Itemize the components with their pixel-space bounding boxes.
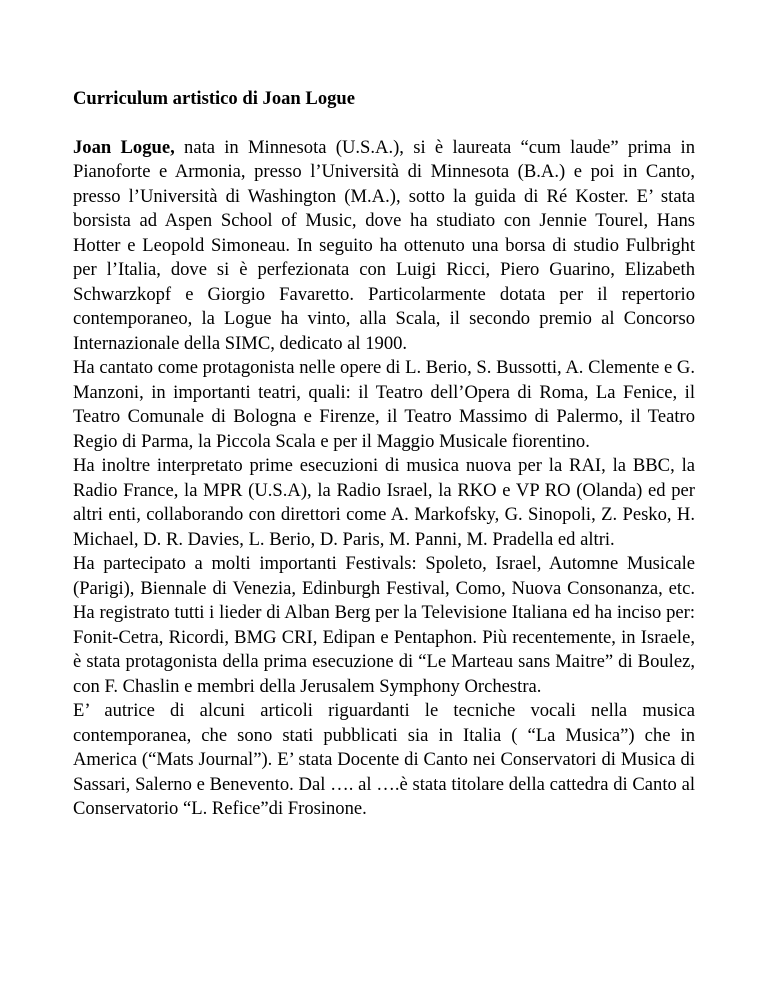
paragraph-festivals: Ha partecipato a molti importanti Festivals: Spoleto, Israel, Automne Musicale (Parigi), Biennale di Venezia, Edinburgh Festival, Como, Nuova Consonanza, etc. Ha registrato tutti i lieder di Alban Berg per la Televisione Italiana ed ha inciso per: Fonit-Cetra, Ricordi, BMG CRI, Edipan e Pentaphon. Più recentemente, in Israele, è stata protagonista della prima esecuzione di “Le Marteau sans Maitre” di Boulez, con F. Chaslin e membri della Jerusalem Symphony Orchestra. (73, 553, 695, 697)
paragraph-biography-intro (73, 136, 695, 357)
paragraph-teaching: E’ autrice di alcuni articoli riguardanti le tecniche vocali nella musica contemporanea, che sono stati pubblicati sia in Italia ( “La Musica”) che in America (“Mats Journal”). E’ stata Docente di Canto nei Conservatori di Musica di Sassari, Salerno e Benevento. Dal …. al ….è stata titolare della cattedra di Canto al Conservatorio “L. Refice”di Frosinone. (73, 700, 695, 819)
paragraph-premieres: Ha inoltre interpretato prime esecuzioni di musica nuova per la RAI, la BBC, la Radio France, la MPR (U.S.A), la Radio Israel, la RKO e VP RO (Olanda) ed per altri enti, collaborando con direttori come A. Markofsky, G. Sinopoli, Z. Pesko, H. Michael, D. R. Davies, L. Berio, D. Paris, M. Panni, M. Pradella ed altri. (73, 455, 695, 550)
paragraph-text: nata in Minnesota (U.S.A.), si è laureata “cum laude” prima in Pianoforte e Armonia, presso l’Università di Minnesota (B.A.) e poi in Canto, presso l’Università di Washington (M.A.), sotto la guida di Ré Koster. E’ stata borsista ad Aspen School of Music, dove ha studiato con Jennie Tourel, Hans Hotter e Leopold Simoneau. In seguito ha ottenuto una borsa di studio Fulbright per l’Italia, dove si è perfezionata con Luigi Ricci, Piero Guarino, Elizabeth Schwarzkopf e Giorgio Favaretto. Particolarmente dotata per il repertorio contemporaneo, la Logue ha vinto, alla Scala, il secondo premio al Concorso Internazionale della SIMC, dedicato al 1900. (73, 136, 695, 354)
document-title: Curriculum artistico di Joan Logue (73, 88, 356, 109)
paragraph-opera-roles: Ha cantato come protagonista nelle opere di L. Berio, S. Bussotti, A. Clemente e G. Manzoni, in importanti teatri, quali: il Teatro dell’Opera di Roma, La Fenice, il Teatro Comunale di Bologna e Firenze, il Teatro Massimo di Palermo, il Teatro Regio di Parma, la Piccola Scala e per il Maggio Musicale fiorentino. (73, 357, 695, 452)
artist-name: Joan Logue, (73, 136, 175, 158)
document-page (73, 87, 695, 822)
